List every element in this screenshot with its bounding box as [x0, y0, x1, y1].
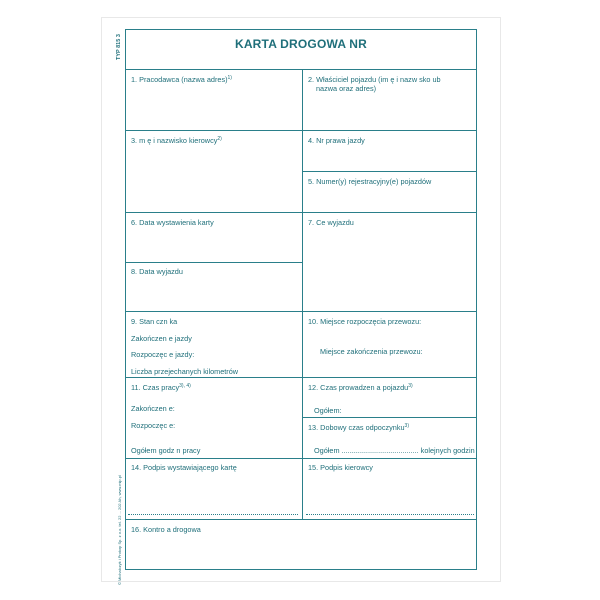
field-1-label: 1. Pracodawca (nazwa adres)$^{1)}$	[131, 75, 232, 84]
field-2-label-cont: nazwa oraz adres)	[316, 84, 377, 93]
field-6-label: 6. Data wystawienia karty	[131, 218, 214, 227]
field-8-label: 8. Data wyjazdu	[131, 267, 183, 276]
field-11-start: Rozpoczęc e:	[131, 421, 176, 430]
field-3-label: 3. m ę i nazwisko kierowcy$^{2)}$	[131, 136, 222, 145]
field-11-label: 11. Czas pracy$^{3), 4)}$	[131, 383, 191, 392]
divider	[125, 311, 477, 312]
field-10-label: 10. Miejsce rozpoczęcia przewozu:	[308, 317, 422, 326]
divider	[125, 458, 477, 459]
field-9-label: 9. Stan czn ka	[131, 317, 178, 326]
form-frame	[125, 29, 477, 570]
publisher-imprint: © Michalczyk i Prokop Sp. z o.o. tel. 22 ... 202 Ah, www.mip.pl	[117, 475, 122, 585]
form-title: KARTA DROGOWA NR	[234, 37, 368, 51]
form-code: TYP 815 3	[116, 34, 122, 60]
divider	[302, 171, 477, 172]
divider	[125, 262, 302, 263]
field-7-label: 7. Ce wyjazdu	[308, 218, 354, 227]
field-5-label: 5. Numer(y) rejestracyjny(e) pojazdów	[308, 177, 432, 186]
signature-line-15	[306, 514, 474, 515]
field-9-start: Rozpoczęc e jazdy:	[131, 350, 195, 359]
field-9-km: Liczba przejechanych kilometrów	[131, 367, 239, 376]
field-4-label: 4. Nr prawa jazdy	[308, 136, 365, 145]
field-13-label: 13. Dobowy czas odpoczynku$^{3)}$	[308, 423, 409, 432]
divider	[302, 417, 477, 418]
field-9-end: Zakończen e jazdy	[131, 334, 192, 343]
field-14-label: 14. Podpis wystawiającego kartę	[131, 463, 237, 472]
field-16-label: 16. Kontro a drogowa	[131, 525, 201, 534]
column-divider	[302, 69, 303, 519]
field-11-total: Ogółem godz n pracy	[131, 446, 201, 455]
field-2-label: 2. Właściciel pojazdu (im ę i nazw sko ub	[308, 75, 441, 84]
field-12-label: 12. Czas prowadzen a pojazdu$^{3)}$	[308, 383, 413, 392]
divider	[125, 212, 477, 213]
divider	[125, 519, 477, 520]
field-11-end: Zakończen e:	[131, 404, 175, 413]
field-12-total: Ogółem:	[314, 406, 342, 415]
divider	[125, 130, 477, 131]
divider	[125, 69, 477, 70]
field-13-total: Ogółem ...................................... kolejnych godzin	[314, 446, 475, 455]
field-15-label: 15. Podpis kierowcy	[308, 463, 373, 472]
divider	[125, 377, 477, 378]
field-10-end: Miejsce zakończenia przewozu:	[320, 347, 423, 356]
signature-line-14	[128, 514, 298, 515]
